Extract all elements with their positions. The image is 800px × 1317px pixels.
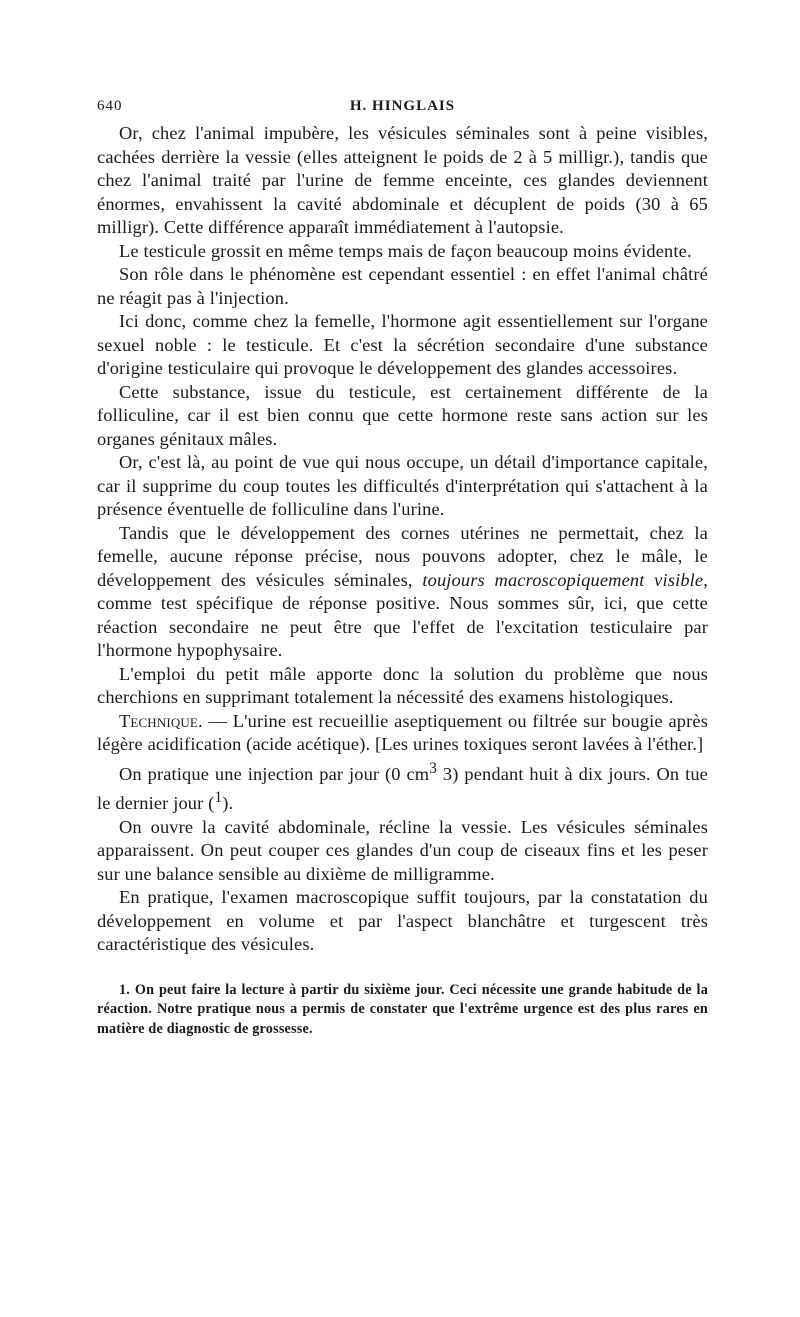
unit-superscript: 3: [429, 759, 438, 777]
page-number: 640: [97, 98, 123, 114]
text-run: — L'urine est recueillie aseptiquement ou filtrée sur bougie après légère acidification (acide acétique). [Les urines toxiques seront lavées à l'éther.]: [97, 710, 708, 754]
paragraph: L'emploi du petit mâle apporte donc la solution du problème que nous cherchions en supprimant totalement la nécessité des examens histologiques.: [97, 663, 708, 707]
text-run: , comme test spécifique de réponse positive. Nous sommes sûr, ici, que cette réaction secondaire ne peut être que l'effet de l'excitation testiculaire par l'hormone hypophysaire.: [97, 569, 708, 660]
paragraph-technique: [97, 710, 708, 757]
running-head: [97, 96, 708, 122]
paragraph: Son rôle dans le phénomène est cependant essentiel : en effet l'animal châtré ne réagit pas à l'injection.: [97, 264, 708, 308]
paragraph: Or, chez l'animal impubère, les vésicules séminales sont à peine visibles, cachées derrière la vessie (elles atteignent le poids de 2 à 5 milligr.), tandis que chez l'animal traité par l'urine de femme enceinte, ces glandes deviennent énormes, envahissent la cavité abdominale et décuplent de poids (30 à 65 milligr). Cette différence apparaît immédiatement à l'autopsie.: [97, 123, 708, 237]
paragraph: Le testicule grossit en même temps mais de façon beaucoup moins évidente.: [119, 240, 692, 261]
book-page: [97, 96, 708, 1039]
footnote-area: [97, 981, 708, 1040]
text-run: Tandis que le développement des cornes utérines ne permettait, chez la femelle, aucune réponse précise, nous pouvons adopter, chez le mâle, le développement des vésicules séminales,: [97, 522, 708, 590]
text-run: ).: [222, 793, 234, 814]
paragraph-adopter: [97, 522, 708, 663]
italic-emphasis: toujours macroscopiquement visible: [422, 569, 704, 590]
footnote-reference: 1: [214, 789, 223, 807]
paragraph: Ici donc, comme chez la femelle, l'hormone agit essentiellement sur l'organe sexuel noble : le testicule. Et c'est la sécrétion secondaire d'une substance d'origine testiculaire qui provoque le développement des glandes accessoires.: [97, 311, 708, 378]
running-head-author: H. HINGLAIS: [349, 98, 456, 114]
section-label-technique: Technique.: [119, 710, 203, 731]
paragraph-injection: [97, 757, 708, 816]
paragraph: Or, c'est là, au point de vue qui nous occupe, un détail d'importance capitale, car il supprime du coup toutes les difficultés d'interprétation qui s'attachent à la présence éventuelle de folliculine dans l'urine.: [97, 452, 708, 519]
text-run: 3) pendant huit à dix jours. On tue le dernier jour (: [97, 763, 708, 814]
footnote: 1. On peut faire la lecture à partir du sixième jour. Ceci nécessite une grande habitude de la réaction. Notre pratique nous a permis de constater que l'extrême urgence est des plus rares en matière de diagnostic de grossesse.: [97, 981, 708, 1037]
paragraph: En pratique, l'examen macroscopique suffit toujours, par la constatation du développement en volume et par l'aspect blanchâtre et turgescent très caractéristique des vésicules.: [97, 887, 708, 955]
paragraph: On ouvre la cavité abdominale, récline la vessie. Les vésicules séminales apparaissent. On peut couper ces glandes d'un coup de ciseaux fins et les peser sur une balance sensible au dixième de milligramme.: [97, 816, 708, 884]
text-run: On pratique une injection par jour (0 cm: [119, 763, 430, 784]
paragraph: Cette substance, issue du testicule, est certainement différente de la folliculine, car il est bien connu que cette hormone reste sans action sur les organes génitaux mâles.: [97, 381, 708, 449]
body-text: [97, 122, 708, 957]
